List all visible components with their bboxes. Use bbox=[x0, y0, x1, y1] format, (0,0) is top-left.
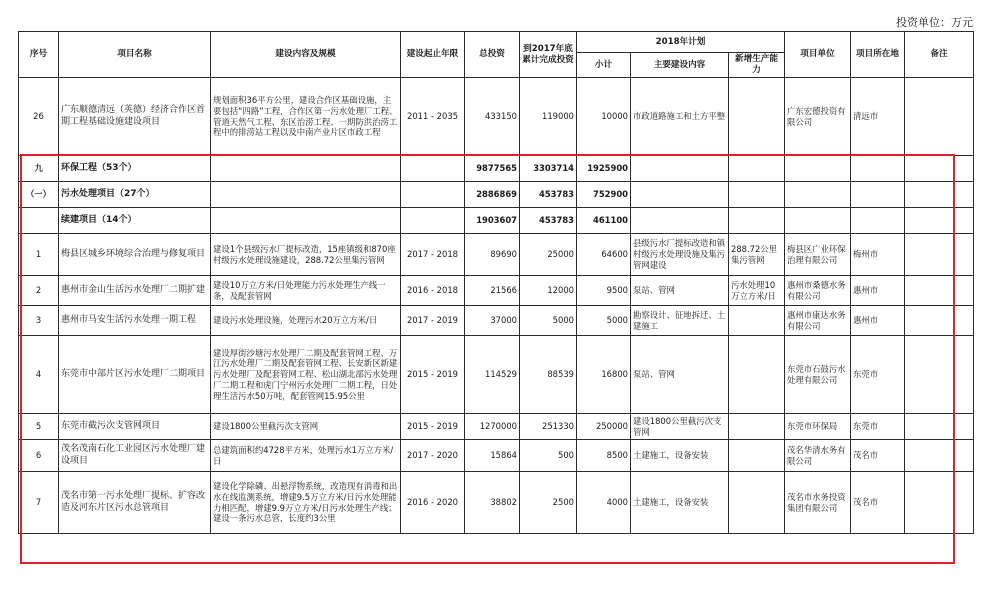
cell-period bbox=[401, 182, 465, 208]
cell-main: 泵站、管网 bbox=[631, 276, 729, 306]
cell-total: 38802 bbox=[465, 472, 520, 534]
cell-location: 茂名市 bbox=[851, 472, 905, 534]
table-row bbox=[19, 414, 974, 440]
cell-total: 1270000 bbox=[465, 414, 520, 440]
cell-name: 东莞市截污次支管网项目 bbox=[59, 414, 211, 440]
cell-subtotal: 4000 bbox=[577, 472, 631, 534]
cell-seq: 6 bbox=[19, 440, 59, 472]
table-body bbox=[19, 78, 974, 534]
cell-total: 114529 bbox=[465, 336, 520, 414]
cell-name: 续建项目（14个） bbox=[59, 208, 211, 234]
table-row bbox=[19, 440, 974, 472]
cell-remark bbox=[905, 306, 974, 336]
cell-period: 2017 - 2019 bbox=[401, 306, 465, 336]
cell-name: 惠州市马安生活污水处理一期工程 bbox=[59, 306, 211, 336]
cell-content: 建设化学除磷、出悬浮物系统，改造现有消毒和出水在线监测系统，增建9.5万立方米/日污水处理能力相匹配，增建9.9万立方米/日污水处理生产线；建设一条污水总管，长度约3公里 bbox=[211, 472, 401, 534]
cell-location: 惠州市 bbox=[851, 306, 905, 336]
cell-period: 2016 - 2018 bbox=[401, 276, 465, 306]
cell-remark bbox=[905, 208, 974, 234]
table-row bbox=[19, 208, 974, 234]
cell-capacity: 288.72公里集污管网 bbox=[729, 234, 785, 276]
cell-name: 茂名市第一污水处理厂提标、扩容改造及河东片区污水总管项目 bbox=[59, 472, 211, 534]
cell-capacity bbox=[729, 306, 785, 336]
cell-main: 建设1800公里截污次支管网 bbox=[631, 414, 729, 440]
cell-capacity bbox=[729, 472, 785, 534]
unit-note: 投资单位：万元 bbox=[896, 16, 973, 29]
cell-content: 建设1800公里截污次支管网 bbox=[211, 414, 401, 440]
cell-content: 规划面积36平方公里，建设合作区基础设施，主要包括“四路”工程，合作区第一污水处理厂工程、管道天然气工程、东区治涝工程、一期防洪治涝工程中的排涝站工程以及中南产业片区市政工程 bbox=[211, 78, 401, 156]
cell-main: 土建施工，设备安装 bbox=[631, 472, 729, 534]
cell-location: 惠州市 bbox=[851, 276, 905, 306]
header-new-capacity: 新增生产能力 bbox=[729, 53, 785, 78]
cell-content: 总建筑面积约4728平方米，处理污水1万立方米/日 bbox=[211, 440, 401, 472]
cell-content: 建设1个县级污水厂提标改造，15座镇级和870座村级污水处理设施建设，288.72公里集污管网 bbox=[211, 234, 401, 276]
header-main-content: 主要建设内容 bbox=[631, 53, 729, 78]
cell-seq: 7 bbox=[19, 472, 59, 534]
cell-name: 茂名茂南石化工业园区污水处理厂建设项目 bbox=[59, 440, 211, 472]
header-done: 到2017年底累计完成投资 bbox=[520, 32, 577, 78]
cell-unit bbox=[785, 182, 851, 208]
cell-name: 惠州市金山生活污水处理厂二期扩建 bbox=[59, 276, 211, 306]
cell-total: 89690 bbox=[465, 234, 520, 276]
header-unit: 项目单位 bbox=[785, 32, 851, 78]
cell-done: 3303714 bbox=[520, 156, 577, 182]
cell-unit: 茂名华清水务有限公司 bbox=[785, 440, 851, 472]
cell-capacity bbox=[729, 336, 785, 414]
cell-unit: 惠州市桑德水务有限公司 bbox=[785, 276, 851, 306]
cell-total: 2886869 bbox=[465, 182, 520, 208]
header-location: 项目所在地 bbox=[851, 32, 905, 78]
header-period: 建设起止年限 bbox=[401, 32, 465, 78]
cell-subtotal: 5000 bbox=[577, 306, 631, 336]
cell-subtotal: 1925900 bbox=[577, 156, 631, 182]
cell-main: 市政道路施工和土方平整 bbox=[631, 78, 729, 156]
cell-period: 2015 - 2019 bbox=[401, 414, 465, 440]
cell-done: 453783 bbox=[520, 182, 577, 208]
cell-total: 433150 bbox=[465, 78, 520, 156]
cell-main: 泵站、管网 bbox=[631, 336, 729, 414]
cell-total: 9877565 bbox=[465, 156, 520, 182]
investment-table bbox=[18, 31, 974, 534]
cell-total: 1903607 bbox=[465, 208, 520, 234]
cell-remark bbox=[905, 156, 974, 182]
cell-location: 清远市 bbox=[851, 78, 905, 156]
cell-unit: 梅县区广业环保治理有限公司 bbox=[785, 234, 851, 276]
cell-capacity bbox=[729, 208, 785, 234]
header-subtotal: 小计 bbox=[577, 53, 631, 78]
cell-content bbox=[211, 182, 401, 208]
cell-name: 梅县区城乡环境综合治理与修复项目 bbox=[59, 234, 211, 276]
header-name: 项目名称 bbox=[59, 32, 211, 78]
table-row bbox=[19, 472, 974, 534]
cell-seq: 1 bbox=[19, 234, 59, 276]
cell-unit: 广东宏德投资有限公司 bbox=[785, 78, 851, 156]
cell-subtotal: 461100 bbox=[577, 208, 631, 234]
cell-done: 88539 bbox=[520, 336, 577, 414]
cell-period: 2017 - 2020 bbox=[401, 440, 465, 472]
cell-unit: 茂名市水务投资集团有限公司 bbox=[785, 472, 851, 534]
cell-seq bbox=[19, 208, 59, 234]
cell-remark bbox=[905, 336, 974, 414]
cell-seq: 26 bbox=[19, 78, 59, 156]
header-seq: 序号 bbox=[19, 32, 59, 78]
cell-subtotal: 250000 bbox=[577, 414, 631, 440]
cell-subtotal: 10000 bbox=[577, 78, 631, 156]
cell-location: 东莞市 bbox=[851, 336, 905, 414]
header-remark: 备注 bbox=[905, 32, 974, 78]
cell-name: 广东顺德清远（英德）经济合作区首期工程基础设施建设项目 bbox=[59, 78, 211, 156]
cell-name: 污水处理项目（27个） bbox=[59, 182, 211, 208]
cell-content bbox=[211, 208, 401, 234]
cell-capacity bbox=[729, 414, 785, 440]
cell-capacity bbox=[729, 440, 785, 472]
cell-content bbox=[211, 156, 401, 182]
cell-done: 251330 bbox=[520, 414, 577, 440]
cell-remark bbox=[905, 276, 974, 306]
table-row bbox=[19, 276, 974, 306]
cell-seq: 4 bbox=[19, 336, 59, 414]
cell-main: 土建施工，设备安装 bbox=[631, 440, 729, 472]
header-plan2018: 2018年计划 bbox=[577, 32, 785, 53]
cell-location bbox=[851, 182, 905, 208]
cell-remark bbox=[905, 472, 974, 534]
cell-location: 梅州市 bbox=[851, 234, 905, 276]
cell-done: 2500 bbox=[520, 472, 577, 534]
header-total: 总投资 bbox=[465, 32, 520, 78]
cell-done: 119000 bbox=[520, 78, 577, 156]
cell-main bbox=[631, 156, 729, 182]
cell-period bbox=[401, 208, 465, 234]
cell-seq: 3 bbox=[19, 306, 59, 336]
cell-period: 2017 - 2018 bbox=[401, 234, 465, 276]
cell-period: 2011 - 2035 bbox=[401, 78, 465, 156]
cell-unit: 东莞市石鼓污水处理有限公司 bbox=[785, 336, 851, 414]
cell-done: 453783 bbox=[520, 208, 577, 234]
cell-total: 37000 bbox=[465, 306, 520, 336]
cell-remark bbox=[905, 234, 974, 276]
table-row bbox=[19, 182, 974, 208]
cell-done: 12000 bbox=[520, 276, 577, 306]
cell-capacity bbox=[729, 78, 785, 156]
cell-done: 5000 bbox=[520, 306, 577, 336]
table-row bbox=[19, 336, 974, 414]
cell-name: 东莞市中部片区污水处理厂二期项目 bbox=[59, 336, 211, 414]
cell-name: 环保工程（53个） bbox=[59, 156, 211, 182]
cell-period bbox=[401, 156, 465, 182]
cell-capacity bbox=[729, 182, 785, 208]
cell-main bbox=[631, 182, 729, 208]
cell-content: 建设10万立方米/日处理能力污水处理生产线一条，及配套管网 bbox=[211, 276, 401, 306]
cell-total: 15864 bbox=[465, 440, 520, 472]
cell-period: 2015 - 2019 bbox=[401, 336, 465, 414]
cell-capacity: 污水处理10万立方米/日 bbox=[729, 276, 785, 306]
cell-seq: 2 bbox=[19, 276, 59, 306]
cell-unit: 东莞市环保局 bbox=[785, 414, 851, 440]
table-row bbox=[19, 78, 974, 156]
header-row-1 bbox=[19, 32, 974, 53]
table-row bbox=[19, 234, 974, 276]
cell-done: 25000 bbox=[520, 234, 577, 276]
cell-main: 勘察设计、征地拆迁、土建施工 bbox=[631, 306, 729, 336]
table-row bbox=[19, 156, 974, 182]
cell-main bbox=[631, 208, 729, 234]
cell-seq: 九 bbox=[19, 156, 59, 182]
cell-subtotal: 64600 bbox=[577, 234, 631, 276]
cell-unit: 惠州市康达水务有限公司 bbox=[785, 306, 851, 336]
cell-location: 茂名市 bbox=[851, 440, 905, 472]
cell-unit bbox=[785, 156, 851, 182]
cell-done: 500 bbox=[520, 440, 577, 472]
cell-unit bbox=[785, 208, 851, 234]
cell-location: 东莞市 bbox=[851, 414, 905, 440]
cell-subtotal: 8500 bbox=[577, 440, 631, 472]
cell-content: 建设厚街沙塘污水处理厂二期及配套管网工程、万江污水处理厂二期及配套管网工程、长安新区新建污水处理厂及配套管网工程、松山湖北部污水处理厂二期工程和虎门宁州污水处理厂二期工程，日处理生活污水50万吨，配套管网15.95公里 bbox=[211, 336, 401, 414]
cell-subtotal: 9500 bbox=[577, 276, 631, 306]
cell-subtotal: 16800 bbox=[577, 336, 631, 414]
cell-capacity bbox=[729, 156, 785, 182]
cell-remark bbox=[905, 182, 974, 208]
cell-period: 2016 - 2020 bbox=[401, 472, 465, 534]
header-content: 建设内容及规模 bbox=[211, 32, 401, 78]
cell-location bbox=[851, 156, 905, 182]
cell-seq: 5 bbox=[19, 414, 59, 440]
cell-total: 21566 bbox=[465, 276, 520, 306]
cell-seq: （一） bbox=[19, 182, 59, 208]
cell-main: 县级污水厂提标改造和镇村级污水处理设施及集污管网建设 bbox=[631, 234, 729, 276]
cell-remark bbox=[905, 440, 974, 472]
cell-content: 建设污水处理设施，处理污水20万立方米/日 bbox=[211, 306, 401, 336]
cell-location bbox=[851, 208, 905, 234]
table-row bbox=[19, 306, 974, 336]
cell-remark bbox=[905, 78, 974, 156]
cell-remark bbox=[905, 414, 974, 440]
cell-subtotal: 752900 bbox=[577, 182, 631, 208]
